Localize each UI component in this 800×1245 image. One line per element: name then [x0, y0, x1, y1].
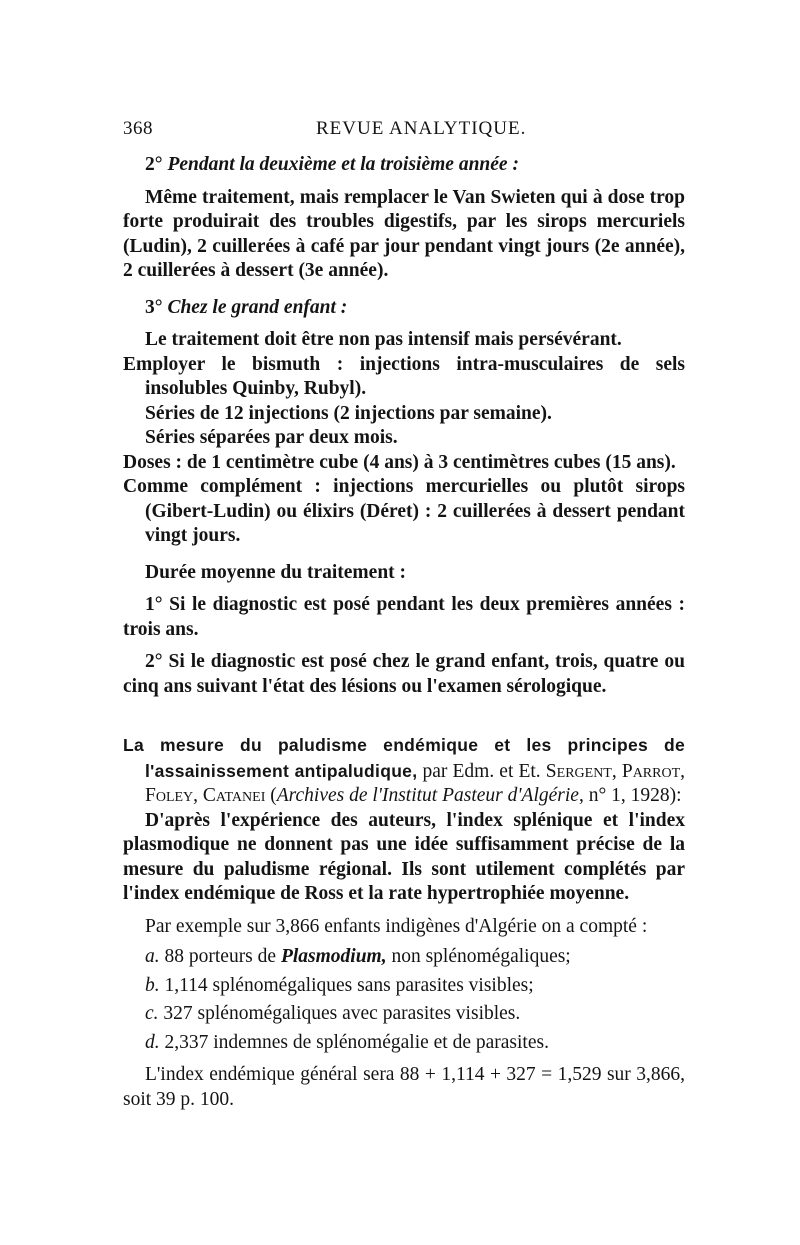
- section-heading-text: Pendant la deuxième et la troisième année :: [167, 154, 519, 175]
- article-by: par Edm. et Et.: [417, 760, 546, 782]
- journal-name: Archives de l'Institut Pasteur d'Algérie: [276, 785, 579, 806]
- list-text: 88 porteurs de: [159, 946, 281, 967]
- paragraph: Comme complément : injections mercurielles ou plutôt sirops (Gibert-Ludin) ou élixirs (Déret) : 2 cuillerées à dessert pendant vingt jours.: [123, 476, 685, 546]
- enumerated-list: [123, 945, 685, 1055]
- list-letter: b.: [145, 974, 160, 996]
- list-item: 2° Si le diagnostic est posé chez le grand enfant, trois, quatre ou cinq ans suivant l'état des lésions ou l'examen sérologique.: [123, 651, 685, 697]
- paragraph: Doses : de 1 centimètre cube (4 ans) à 3 centimètres cubes (15 ans).: [123, 451, 676, 473]
- paragraph: D'après l'expérience des auteurs, l'index splénique et l'index plasmodique ne donnent pas une idée suffisamment précise de la mesure du paludisme régional. Ils sont utilement complétés par l'index endémique de Ross et la rate hypertrophiée moyenne.: [123, 809, 685, 904]
- paragraph: Par exemple sur 3,866 enfants indigènes d'Algérie on a compté :: [145, 915, 648, 937]
- running-title: REVUE ANALYTIQUE.: [316, 118, 527, 139]
- paragraph: Même traitement, mais remplacer le Van Swieten qui à dose trop forte produirait des troubles digestifs, par les sirops mercuriels (Ludin), 2 cuillerées à café par jour pendant vingt jours (2e année), 2 cuillerées à dessert (3e année).: [123, 186, 685, 281]
- paragraph: Séries de 12 injections (2 injections par semaine).: [145, 402, 552, 424]
- page-body: [123, 153, 685, 1112]
- section-heading-number: 3°: [145, 296, 163, 318]
- journal-ref: , n° 1, 1928):: [578, 785, 682, 806]
- list-item: [123, 1031, 685, 1056]
- paragraph: Durée moyenne du traitement :: [145, 561, 407, 583]
- section-heading-text: Chez le grand enfant :: [167, 296, 348, 318]
- section-heading-2: [123, 153, 685, 178]
- section-heading-number: 2°: [145, 154, 163, 175]
- article-title: La mesure du paludisme endémique et les principes de l'assainissement antipaludique,: [123, 735, 685, 781]
- paragraph: Séries séparées par deux mois.: [145, 427, 398, 448]
- list-text: 2,337 indemnes de splénomégalie et de parasites.: [159, 1031, 549, 1053]
- author-name: Foley: [145, 785, 194, 806]
- paragraph: L'index endémique général sera 88 + 1,114 + 327 = 1,529 sur 3,866, soit 39 p. 100.: [123, 1064, 685, 1110]
- list-item: 1° Si le diagnostic est posé pendant les deux premières années : trois ans.: [123, 594, 685, 640]
- author-name: Sergent: [545, 760, 612, 782]
- page-number: 368: [123, 118, 153, 139]
- list-italic-text: Plasmodium,: [280, 946, 387, 967]
- list-letter: c.: [145, 1003, 159, 1024]
- list-item: [123, 974, 685, 999]
- list-text: non splénomégaliques;: [386, 946, 571, 967]
- running-header: [123, 118, 693, 144]
- section-heading-3: [123, 296, 685, 321]
- list-text: 327 splénomégaliques avec parasites visibles.: [158, 1003, 521, 1024]
- paragraph: Le traitement doit être non pas intensif mais persévérant.: [145, 329, 622, 350]
- list-item: [123, 1002, 685, 1027]
- list-text: 1,114 splénomégaliques sans parasites visibles;: [159, 974, 534, 996]
- list-item: [123, 945, 685, 970]
- paragraph: Employer le bismuth : injections intra-musculaires de sels insolubles Quinby, Rubyl).: [123, 353, 685, 399]
- author-name: Parrot: [621, 760, 681, 782]
- list-letter: a.: [145, 946, 160, 967]
- list-letter: d.: [145, 1031, 160, 1053]
- article-citation: La mesure du paludisme endémique et les principes de l'assainissement antipaludique, par Edm. et Et. Sergent, Parrot, Foley, Catanei (Archives de l'Institut Pasteur d'Algérie, n° 1, 1928):: [123, 735, 686, 806]
- author-name: Catanei: [202, 785, 266, 806]
